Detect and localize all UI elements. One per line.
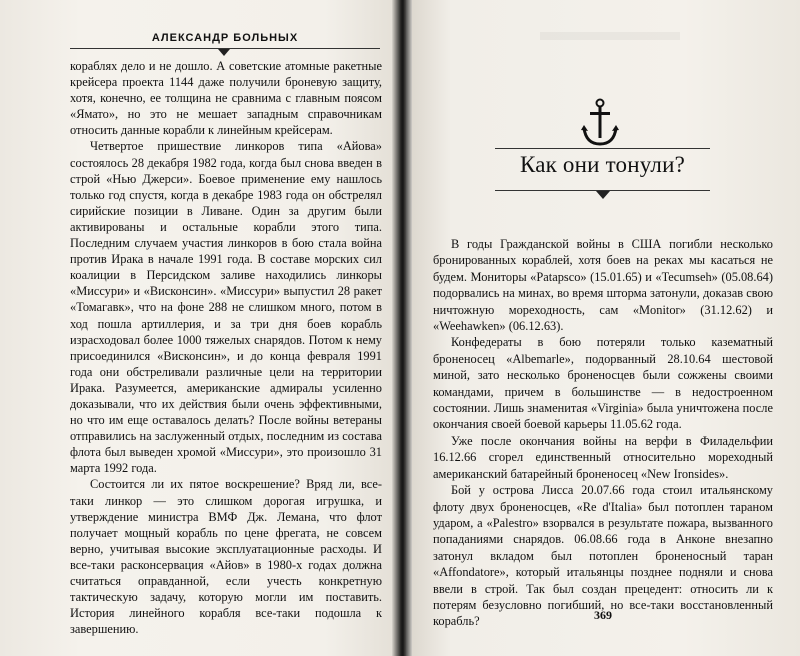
left-paragraph: кораблях дело и не дошло. А советские атомные ракетные крейсера проекта 1144 даже получили броневую защиту, хотя, конечно, ее толщина не сравнима с главным поясом «Ямато», но это не мешает западным справочникам относить данные корабли к линейным крейсерам. bbox=[70, 59, 382, 138]
left-page-body bbox=[70, 58, 382, 637]
page-number: 369 bbox=[594, 608, 612, 622]
faded-header-bleed bbox=[540, 32, 680, 40]
running-header: АЛЕКСАНДР БОЛЬНЫХ bbox=[151, 32, 299, 44]
left-paragraph: Состоится ли их пятое воскрешение? Вряд ли, все-таки линкор — это слишком дорогая игрушка, и утверждение министра ВМФ Дж. Лемана, что флот получает мощный корабль по цене фрегата, не совсем верно, учитывая высокие эксплуатационные расходы. И все-таки расконсервация «Айов» в 1980-х годах должна считаться оправданной, если учесть конкретную тактическую задачу, которую могли им поставить. История линейного корабля все-таки подошла к завершению. bbox=[70, 477, 382, 637]
right-paragraph: Конфедераты в бою потеряли только казематный броненосец «Albemarle», подорванный 28.10.64 шестовой миной, зато несколько броненосцев были сожжены своими командами, причем в большинстве — в недостроенном состоянии. Лишь знаменитая «Virginia» была уничтожена после окончания своей боевой карьеры 11.05.62 года. bbox=[433, 335, 773, 432]
title-triangle-icon bbox=[596, 191, 610, 199]
chapter-title: Как они тонули? bbox=[519, 152, 686, 177]
book-gutter bbox=[392, 0, 412, 656]
left-paragraph: Четвертое пришествие линкоров типа «Айова» состоялось 28 декабря 1982 года, когда был снова введен в строй «Нью Джерси». Боевое применение ему нашлось только год спустя, когда в декабре 1983 года он обстрелял сирийские позиции в Ливане. Один за другим были активированы и остальные корабли этого типа. Последним случаем участия линкоров в бою стала война против Ирака в начале 1991 года. В составе морских сил коалиции в Персидском заливе находились линкоры «Миссури» и «Висконсин». «Миссури» выпустил 28 ракет «Томагавк», что на фоне 288 не слишком много, потом в ход пошла артиллерия, и за три дня боев корабль израсходовал более 1000 тяжелых снарядов. Потом к нему присоединился «Висконсин», и до конца февраля 1991 года они обстреливали различные цели на территории Ирака. Разумеется, американские адмиралы усиленно доказывали, что их действия были очень эффективными, но что им еще оставалось делать? После войны ветераны отправились на заслуженный отдых, последним из состава флота был выведен хромой «Миссури», это произошло 31 марта 1992 года. bbox=[70, 139, 382, 476]
header-triangle-icon bbox=[218, 49, 230, 56]
title-rule-top bbox=[495, 148, 710, 149]
right-paragraph: Уже после окончания войны на верфи в Филадельфии 16.12.66 сгорел единственный относительно мореходный американский батарейный броненосец «New Ironsides». bbox=[433, 433, 773, 481]
right-paragraph: Бой у острова Лисса 20.07.66 года стоил итальянскому флоту двух броненосцев, «Re d'Italia» был потоплен тараном ударом, а «Palestro» взорвался в результате пожара, вызванного попаданиями снарядов. 06.08.66 года в Анконе внезапно затонул вкладом был потоплен броненосный таран «Affondatore», который итальянцы позднее подняли и снова ввели в строй. Так был создан прецедент: относить ли к потерям безусловно погибший, но все-таки восстановленный корабль? bbox=[433, 483, 773, 629]
anchor-icon bbox=[580, 98, 620, 148]
right-paragraph: В годы Гражданской войны в США погибли несколько бронированных кораблей, хотя боев на реках мы касаться не будем. Мониторы «Patapsco» (15.01.65) и «Tecumseh» (05.08.64) подорвались на минах, во время шторма затонули, доказав свою ничтожную мореходность, сам «Monitor» (31.12.62) и «Weehawken» (06.12.63). bbox=[433, 237, 773, 334]
right-page-body bbox=[433, 236, 773, 630]
